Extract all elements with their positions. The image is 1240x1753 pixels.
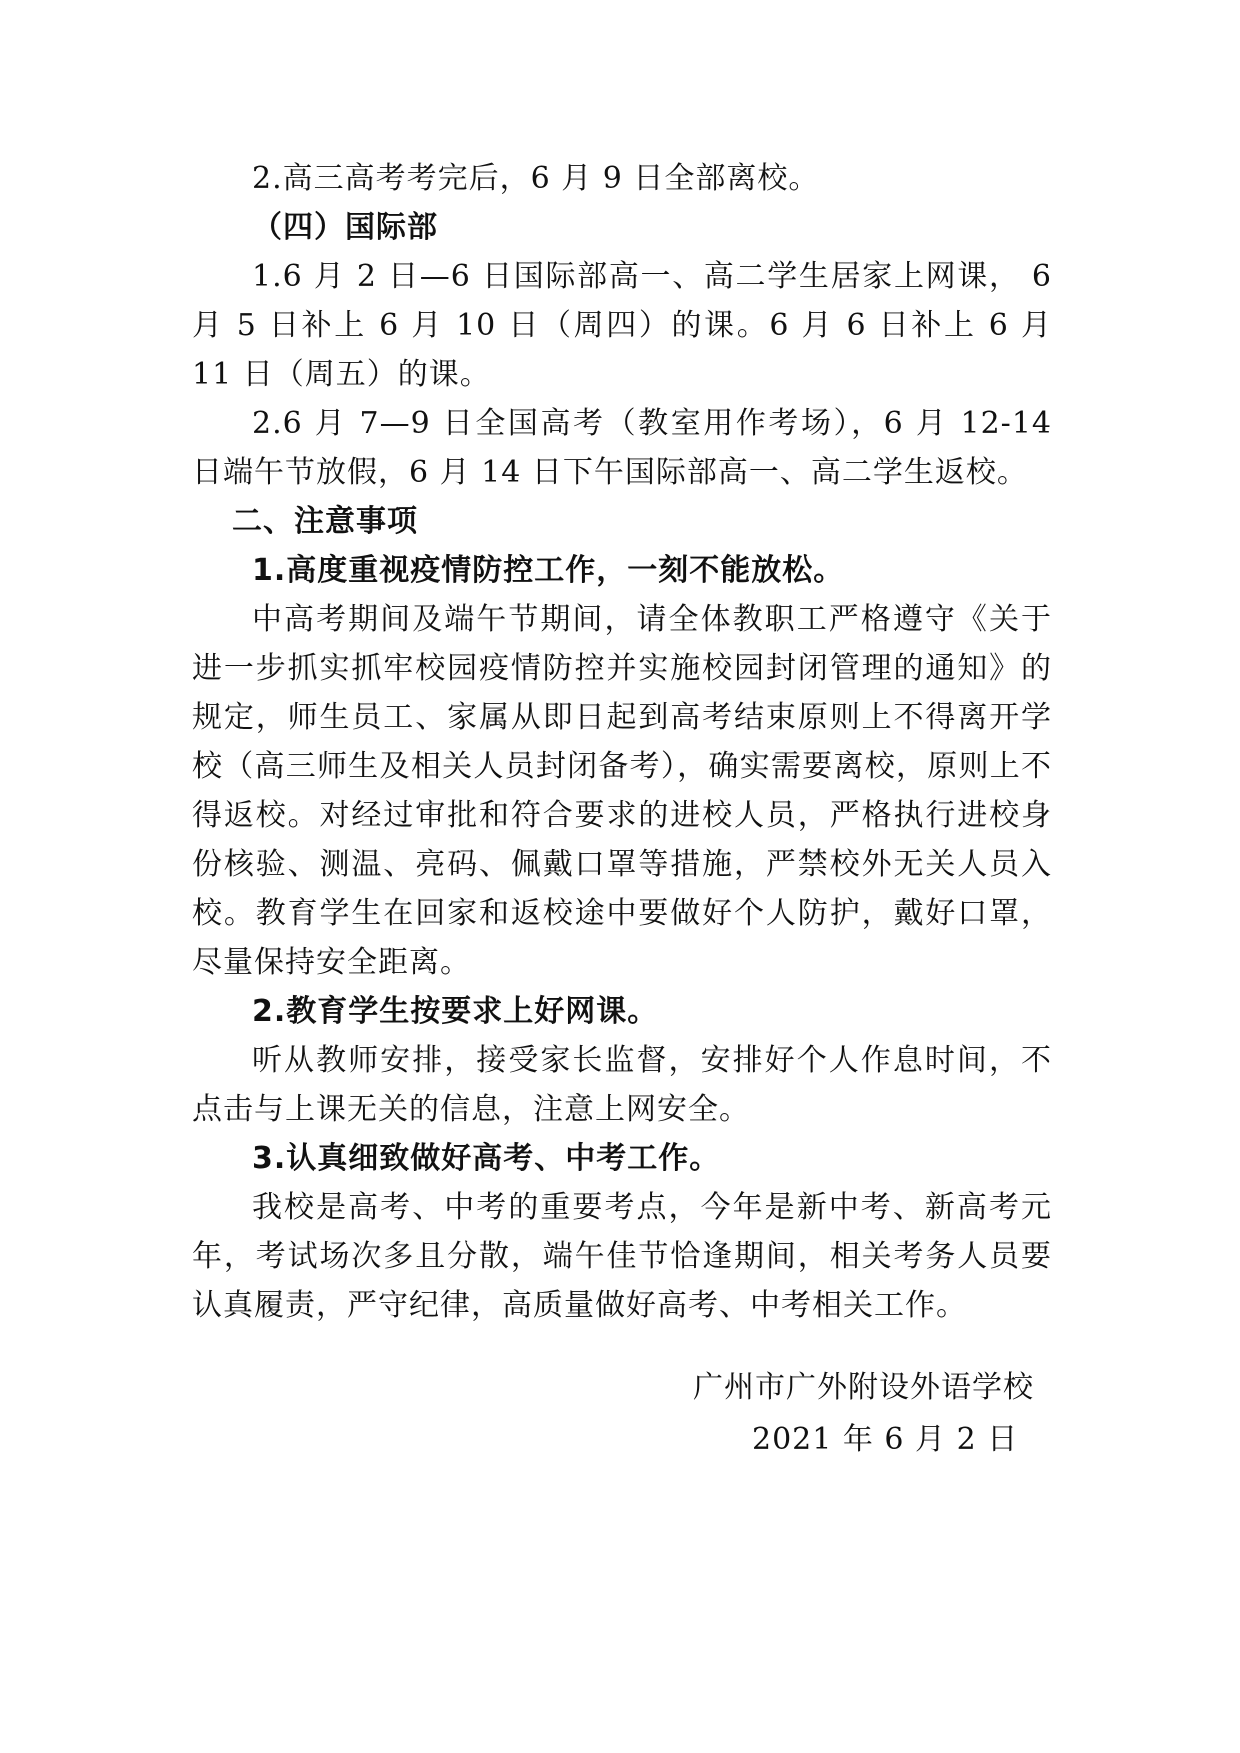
signature-date: 2021 年 6 月 2 日	[752, 1422, 1019, 1457]
note-heading-epidemic: 1.高度重视疫情防控工作，一刻不能放松。	[252, 553, 845, 588]
item-international-holiday: 2.6 月 7—9 日全国高考（教室用作考场），6 月 12-14 日端午节放假，6 月 14 日下午国际部高一、高二学生返校。	[192, 406, 1052, 490]
document-body	[192, 154, 1052, 1330]
note-heading-exams: 3.认真细致做好高考、中考工作。	[252, 1141, 721, 1176]
item-international-online-class: 1.6 月 2 日—6 日国际部高一、高二学生居家上网课， 6 月 5 日补上 6 月 10 日（周四）的课。6 月 6 日补上 6 月 11 日（周五）的课。	[192, 259, 1052, 392]
item-gaosan-leave: 2.高三高考考完后，6 月 9 日全部离校。	[252, 161, 820, 196]
subheading-international: （四）国际部	[252, 210, 438, 245]
note-body-exams: 我校是高考、中考的重要考点，今年是新中考、新高考元年，考试场次多且分散，端午佳节恰逢期间，相关考务人员要认真履责，严守纪律，高质量做好高考、中考相关工作。	[192, 1190, 1052, 1323]
note-heading-online-class: 2.教育学生按要求上好网课。	[252, 994, 659, 1029]
note-body-online-class: 听从教师安排，接受家长监督，安排好个人作息时间，不点击与上课无关的信息，注意上网安全。	[192, 1043, 1052, 1127]
signature-organization: 广州市广外附设外语学校	[693, 1370, 1034, 1405]
note-body-epidemic: 中高考期间及端午节期间，请全体教职工严格遵守《关于进一步抓实抓牢校园疫情防控并实施校园封闭管理的通知》的规定，师生员工、家属从即日起到高考结束原则上不得离开学校（高三师生及相关人员封闭备考），确实需要离校，原则上不得返校。对经过审批和符合要求的进校人员，严格执行进校身份核验、测温、亮码、佩戴口罩等措施，严禁校外无关人员入校。教育学生在回家和返校途中要做好个人防护，戴好口罩，尽量保持安全距离。	[192, 602, 1052, 980]
section-heading-notes: 二、注意事项	[232, 504, 418, 539]
